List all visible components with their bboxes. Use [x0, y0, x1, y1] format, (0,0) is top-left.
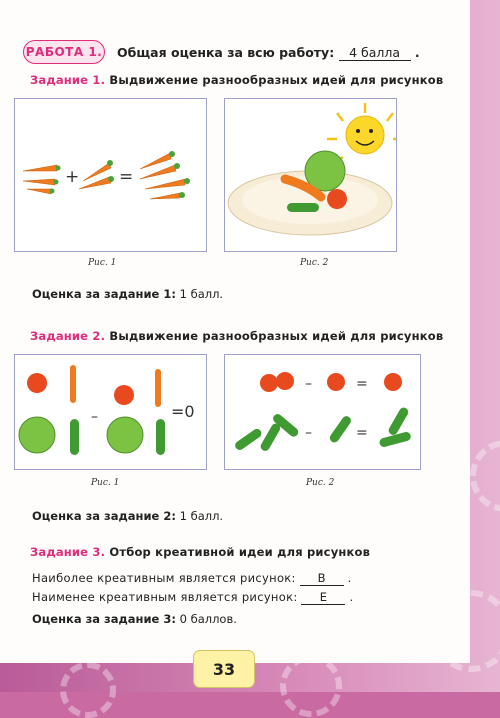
task2-fig2-caption: Рис. 2 — [306, 478, 335, 488]
task1-prefix: Задание 1. — [30, 73, 106, 87]
least-creative-period: . — [349, 590, 354, 604]
task1-title: Выдвижение разнообразных идей для рисунков — [109, 73, 444, 87]
task2-fig1-caption: Рис. 1 — [91, 478, 120, 488]
most-creative-line — [32, 571, 352, 586]
task2-score-value: 1 балл. — [179, 509, 224, 523]
cucumber-icon — [287, 203, 319, 212]
task1-fig2-caption: Рис. 2 — [300, 258, 329, 268]
minus-sign: – — [91, 409, 98, 425]
least-creative-line — [32, 590, 353, 605]
task2-prefix: Задание 2. — [30, 329, 106, 343]
most-creative-period: . — [347, 571, 352, 585]
least-creative-value: Е — [301, 590, 345, 605]
overall-score-line — [117, 45, 420, 61]
task1-heading — [30, 73, 443, 87]
task3-score — [32, 612, 237, 626]
task2-score — [32, 509, 223, 523]
plate-sun-illustration — [225, 99, 396, 251]
task2-heading — [30, 329, 443, 343]
least-creative-label: Наименее креативным является рисунок: — [32, 590, 298, 604]
task3-score-label: Оценка за задание 3: — [32, 612, 176, 626]
overall-score-value: 4 балла — [339, 45, 411, 61]
task3-score-value: 0 баллов. — [179, 612, 237, 626]
most-creative-value: В — [300, 571, 344, 586]
plus-sign: + — [65, 167, 80, 187]
overall-score-label: Общая оценка за всю работу: — [117, 45, 335, 60]
minus-sign: – — [305, 376, 312, 392]
gear-decoration-icon — [60, 662, 116, 718]
task1-score-value: 1 балл. — [179, 287, 224, 301]
equals-sign: = — [119, 167, 134, 187]
sun-icon — [346, 116, 384, 154]
most-creative-label: Наиболее креативным является рисунок: — [32, 571, 296, 585]
tomato-cucumber-illustration — [225, 355, 420, 469]
task1-figure2 — [224, 98, 397, 252]
vegetable-subtraction-illustration — [15, 355, 206, 469]
page-number: 33 — [193, 650, 255, 688]
minus-sign: – — [305, 425, 312, 441]
task2-figure1 — [14, 354, 207, 470]
task1-score — [32, 287, 223, 301]
equals-zero: =0 — [171, 402, 195, 421]
task1-figure1 — [14, 98, 207, 252]
equals-sign: = — [356, 376, 368, 392]
gear-decoration-icon — [280, 655, 342, 717]
task3-title: Отбор креативной идеи для рисунков — [109, 545, 371, 559]
task3-prefix: Задание 3. — [30, 545, 106, 559]
work-badge: РАБОТА 1. — [23, 40, 105, 64]
task1-fig1-caption: Рис. 1 — [88, 258, 117, 268]
overall-score-period: . — [414, 45, 420, 60]
task2-figure2 — [224, 354, 421, 470]
task2-title: Выдвижение разнообразных идей для рисунков — [109, 329, 444, 343]
carrot-equation-illustration — [15, 99, 206, 251]
task2-score-label: Оценка за задание 2: — [32, 509, 176, 523]
equals-sign: = — [356, 425, 368, 441]
tomato-icon — [327, 189, 347, 209]
task3-heading — [30, 545, 370, 559]
task1-score-label: Оценка за задание 1: — [32, 287, 176, 301]
